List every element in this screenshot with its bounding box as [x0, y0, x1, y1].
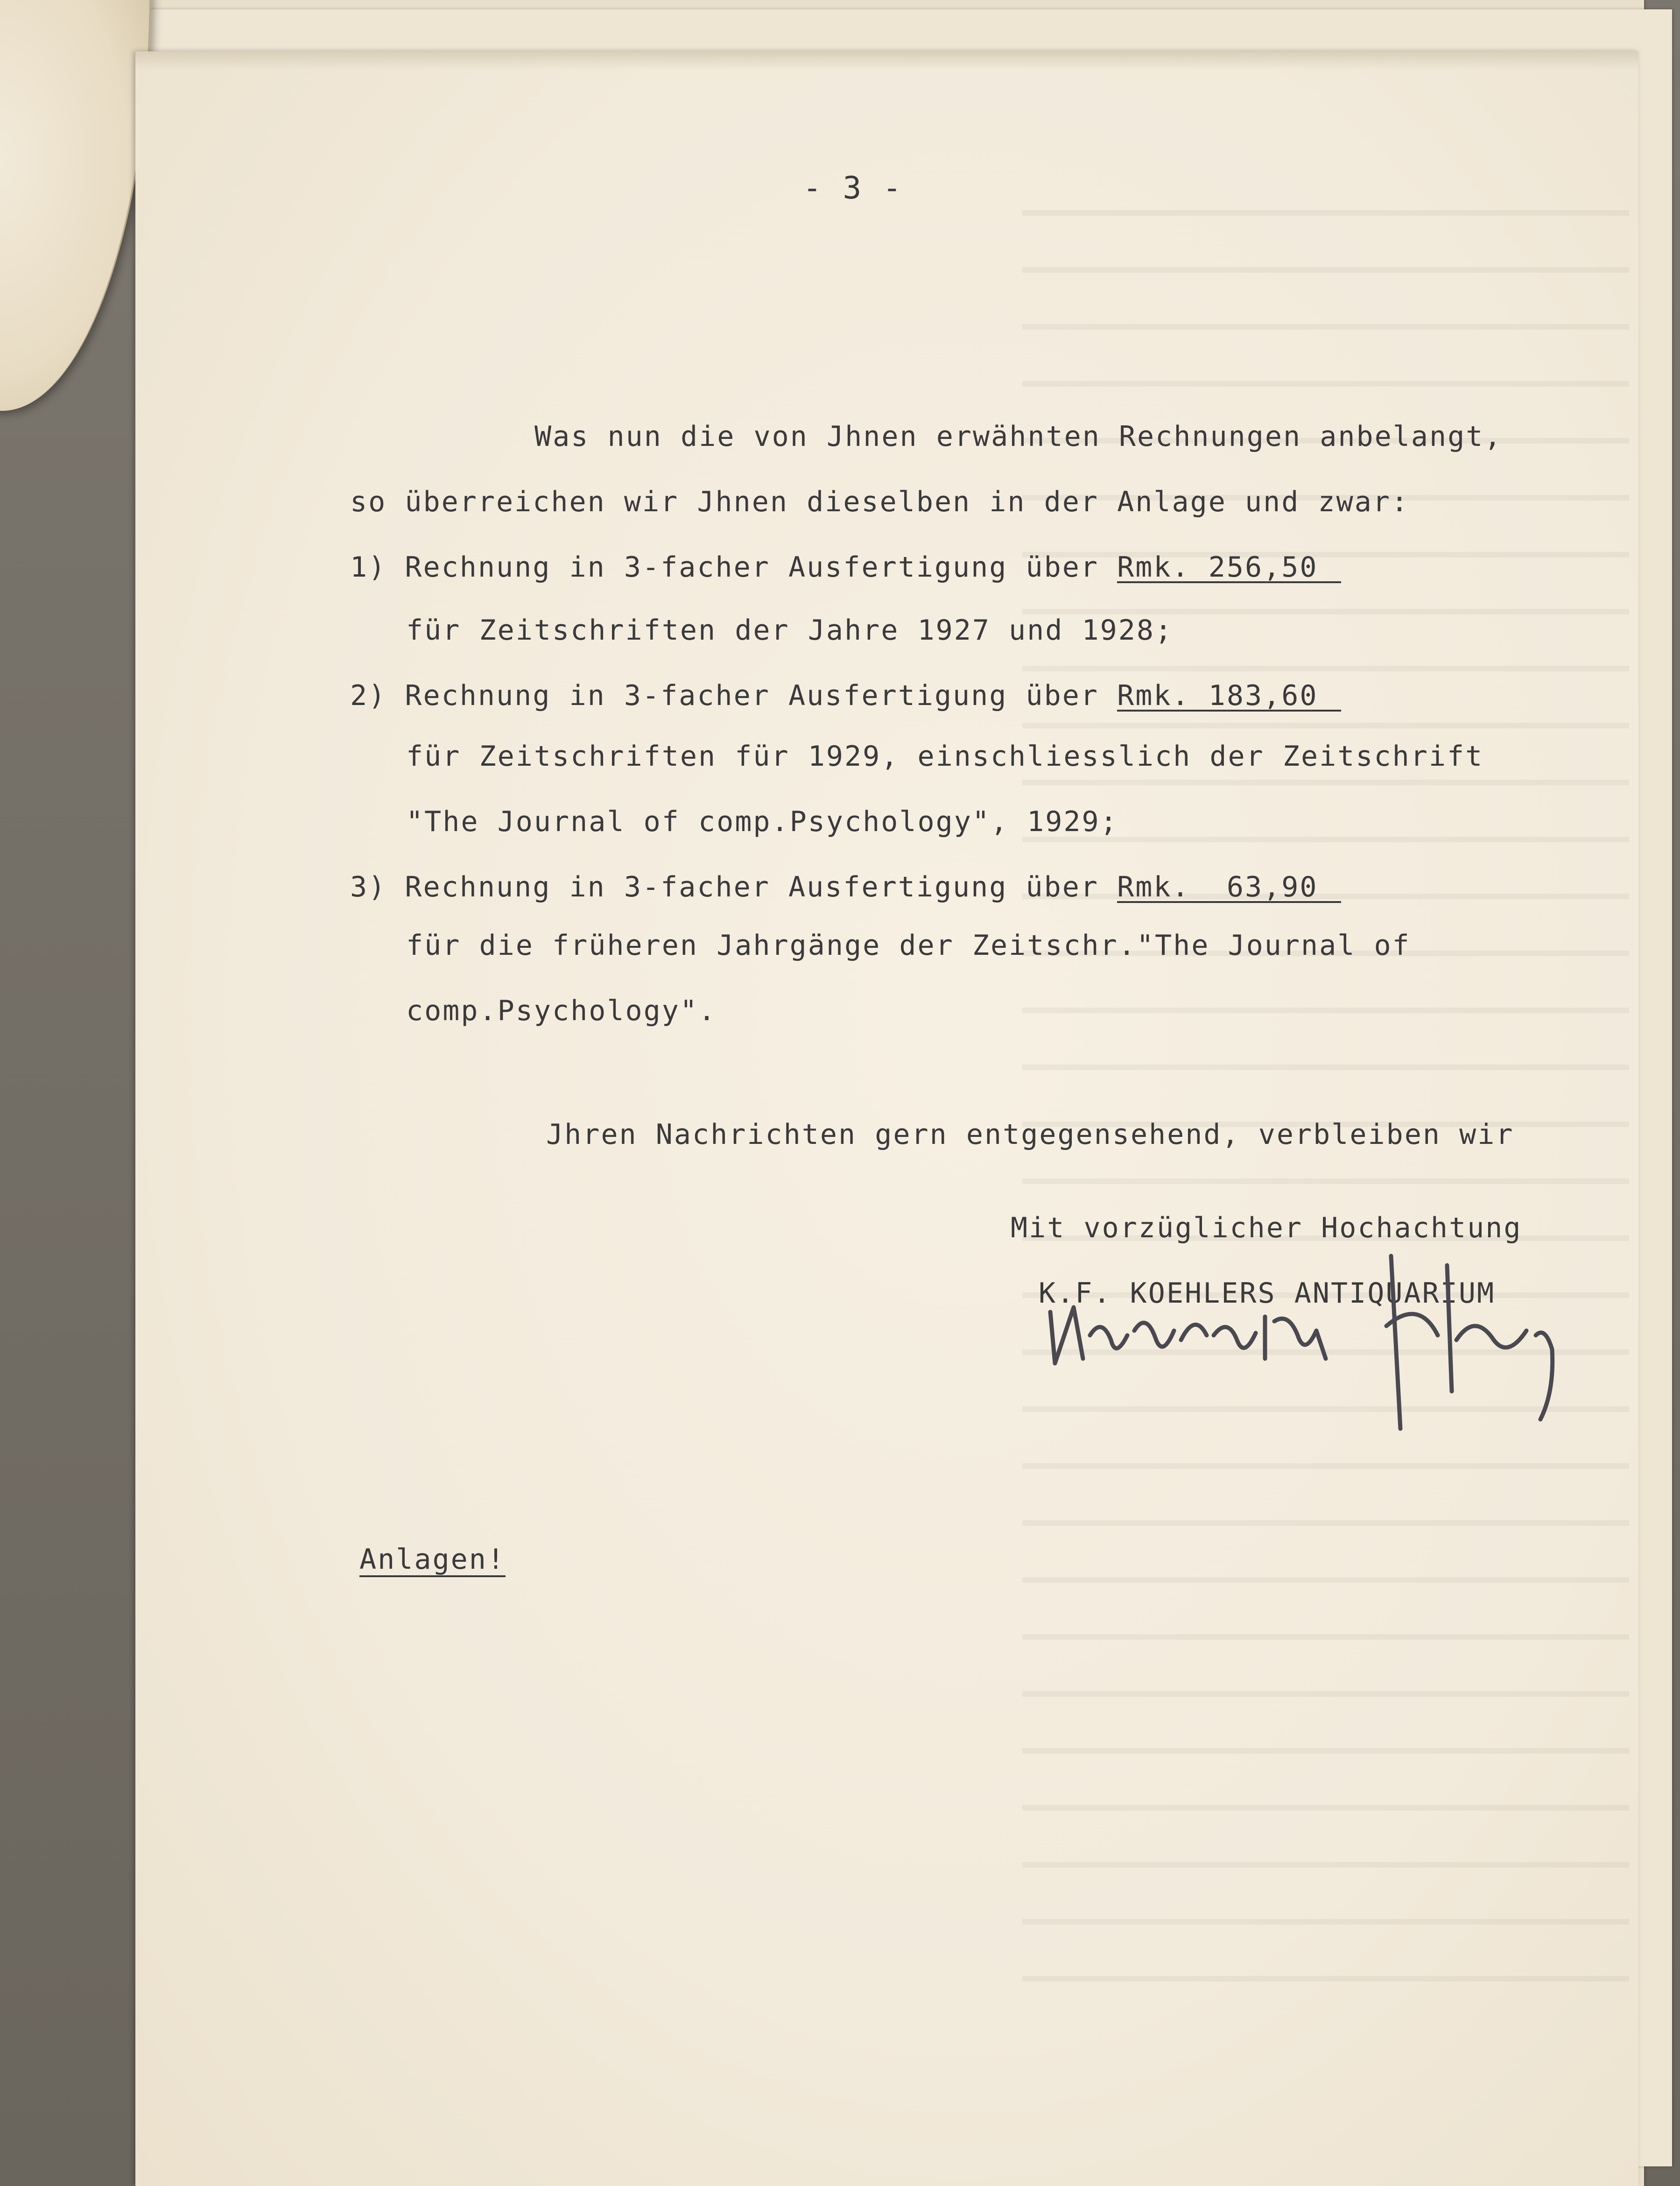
invoice-item-3: [350, 873, 1341, 903]
invoice-item-3-line: comp.Psychology".: [406, 994, 717, 1027]
invoice-item-3-line: für die früheren Jahrgänge der Zeitschr."The Journal of: [406, 929, 1411, 962]
invoice-item-2-line: für Zeitschriften für 1929, einschliesslich der Zeitschrift: [406, 740, 1484, 773]
page-number: - 3 -: [803, 170, 903, 206]
invoice-item-2: [350, 679, 1341, 712]
invoice-item-2-line: "The Journal of comp.Psychology", 1929;: [406, 805, 1118, 838]
company-name: K.F. KOEHLERS ANTIQUARIUM: [1039, 1277, 1496, 1310]
invoice-item-label: 2) Rechnung in 3-facher Ausfertigung über: [350, 679, 1118, 712]
invoice-item-1-line: für Zeitschriften der Jahre 1927 und 1928;: [406, 614, 1174, 647]
invoice-item-label: 3) Rechnung in 3-facher Ausfertigung über: [350, 871, 1118, 903]
curled-page-edge: [0, 0, 151, 411]
enclosure-note: Anlagen!: [359, 1545, 506, 1577]
invoice-item-label: 1) Rechnung in 3-facher Ausfertigung über: [350, 551, 1118, 584]
intro-line-2: so überreichen wir Jhnen dieselben in der Anlage und zwar:: [350, 486, 1410, 518]
invoice-amount: Rmk. 63,90: [1117, 873, 1341, 903]
invoice-item-1: [350, 553, 1341, 583]
closing-line: Jhren Nachrichten gern entgegensehend, verbleiben wir: [546, 1118, 1514, 1151]
invoice-amount: Rmk. 183,60: [1117, 682, 1341, 712]
intro-line-1: Was nun die von Jhnen erwähnten Rechnungen anbelangt,: [534, 420, 1503, 453]
salutation: Mit vorzüglicher Hochachtung: [1011, 1212, 1522, 1244]
handwritten-signature: [1046, 1195, 1559, 1438]
invoice-amount: Rmk. 256,50: [1117, 553, 1341, 583]
